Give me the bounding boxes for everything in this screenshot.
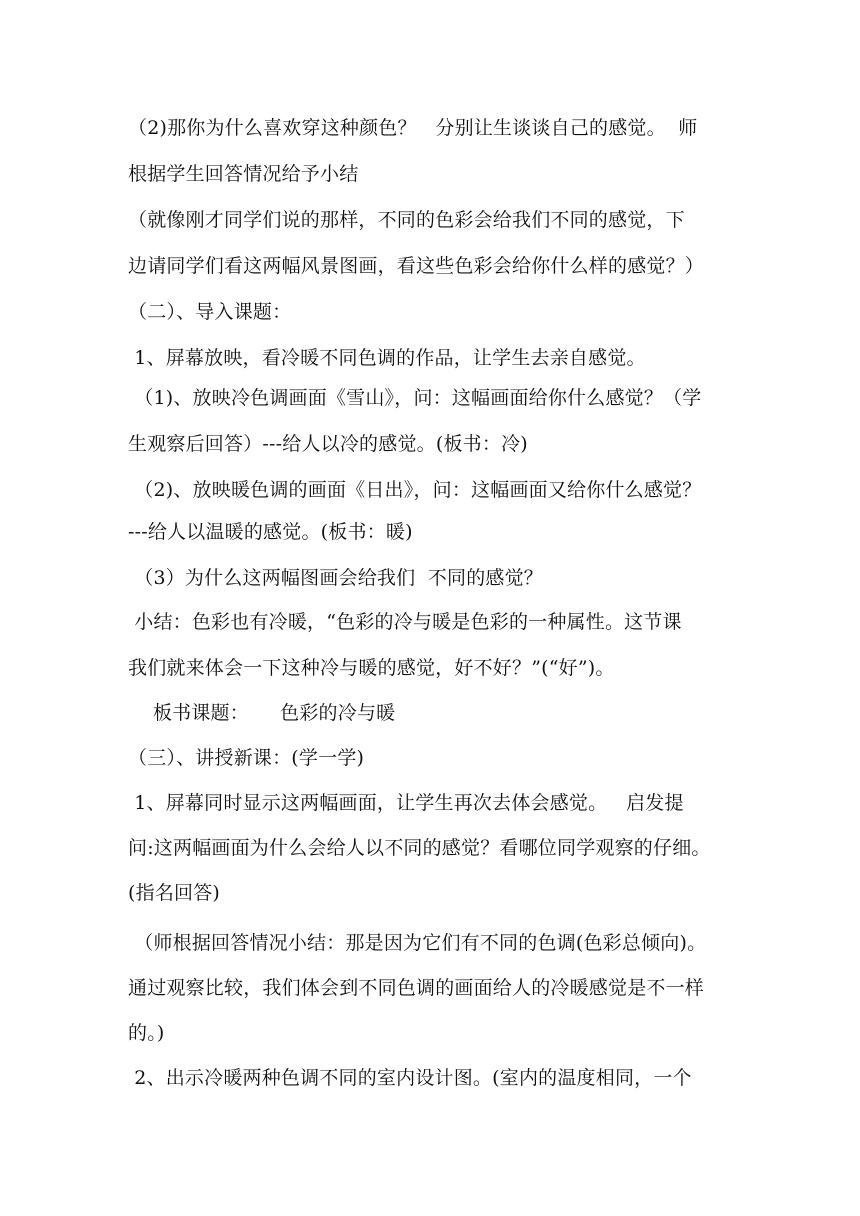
- text-line: （2)、放映暖色调的画面《日出》，问：这幅画面又给你什么感觉？: [128, 479, 702, 501]
- text-line: （三）、讲授新课：(学一学): [128, 747, 365, 769]
- text-line: 板书课题： 色彩的冷与暖: [128, 702, 396, 724]
- text-line: 生观察后回答）---给人以冷的感觉。(板书：冷): [128, 433, 528, 455]
- text-line: 我们就来体会一下这种冷与暖的感觉，好不好？”(“好”)。: [128, 657, 615, 679]
- text-line: （师根据回答情况小结：那是因为它们有不同的色调(色彩总倾向)。: [128, 932, 707, 954]
- text-line: 1、屏幕放映，看冷暖不同色调的作品，让学生去亲自感觉。: [128, 347, 646, 369]
- text-line: 1、屏幕同时显示这两幅画面，让学生再次去体会感觉。 启发提: [128, 792, 684, 814]
- text-line: 边请同学们看这两幅风景图画，看这些色彩会给你什么样的感觉？）: [128, 255, 705, 277]
- text-line: 根据学生回答情况给予小结: [128, 163, 359, 185]
- text-line: （1)、放映冷色调画面《雪山》，问：这幅画面给你什么感觉？（学: [128, 387, 702, 409]
- text-line: (指名回答): [128, 882, 221, 904]
- text-line: ---给人以温暖的感觉。(板书：暖): [128, 521, 413, 543]
- text-line: 小结：色彩也有冷暖，“色彩的冷与暖是色彩的一种属性。这节课: [128, 611, 682, 633]
- text-line: 的。): [128, 1022, 165, 1044]
- text-line: （2)那你为什么喜欢穿这种颜色？ 分别让生谈谈自己的感觉。 师: [128, 117, 698, 139]
- text-line: 2、出示冷暖两种色调不同的室内设计图。(室内的温度相同，一个: [128, 1067, 692, 1089]
- text-line: 问:这两幅画面为什么会给人以不同的感觉？看哪位同学观察的仔细。: [128, 837, 711, 859]
- text-line: （就像刚才同学们说的那样，不同的色彩会给我们不同的感觉，下: [128, 209, 685, 231]
- text-line: （3）为什么这两幅图画会给我们 不同的感觉？: [128, 567, 544, 589]
- text-line: 通过观察比较，我们体会到不同色调的画面给人的冷暖感觉是不一样: [128, 977, 705, 999]
- text-line: （二）、导入课题：: [128, 301, 292, 323]
